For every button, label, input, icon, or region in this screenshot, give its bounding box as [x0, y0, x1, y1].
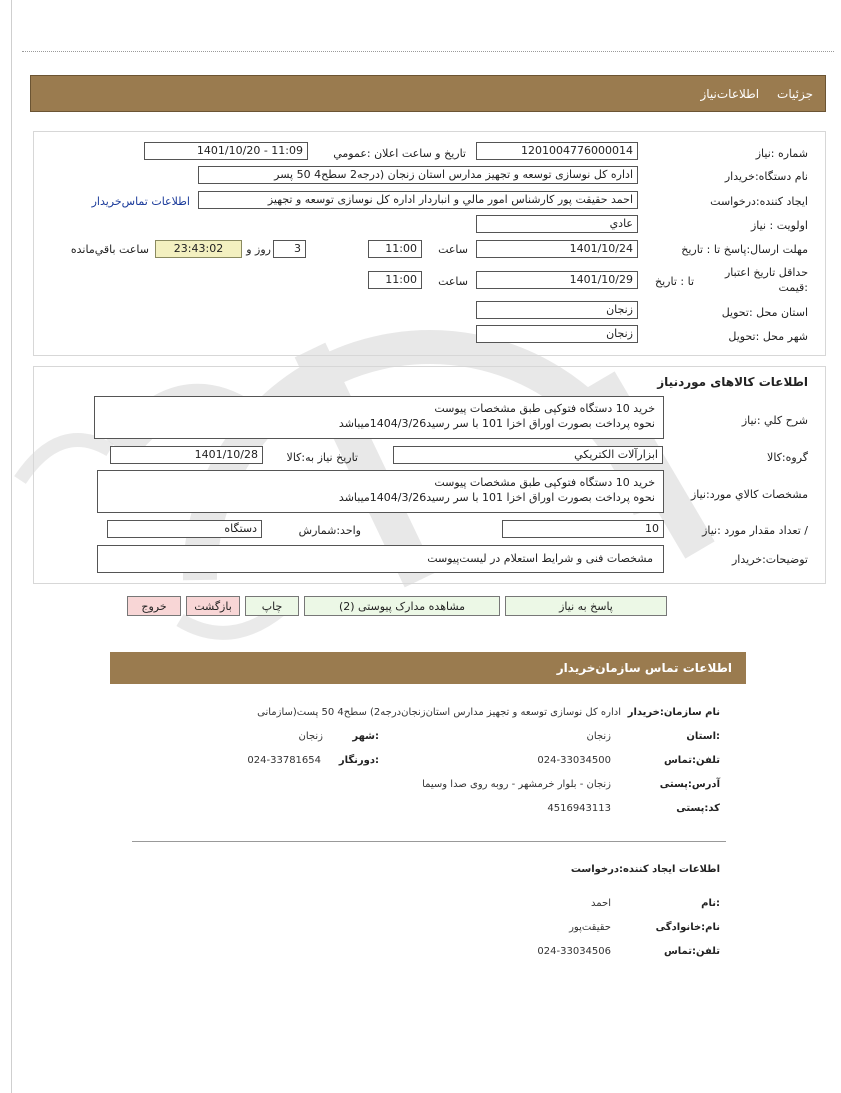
back-button[interactable]: بازگشت — [186, 596, 240, 616]
address-label: آدرس:پستی — [659, 779, 720, 790]
address-value: زنجان - بلوار خرمشهر - روبه روی صدا وسیما — [422, 779, 611, 790]
buyer-field: اداره کل نوسازی توسعه و تجهیز مدارس استان زنجان (درجه2 سطح4 50 پسر — [198, 166, 638, 184]
first-name-label: :نام — [701, 898, 720, 909]
last-name-value: حقیقت‌پور — [569, 922, 611, 933]
unit-label: واحد:شمارش — [298, 524, 361, 537]
need-number-field: 1201004776000014 — [476, 142, 638, 160]
need-date-field: 1401/10/28 — [110, 446, 263, 464]
deadline-date-field: 1401/10/24 — [476, 240, 638, 258]
contact-header — [110, 652, 746, 684]
remaining-time-field: 23:43:02 — [155, 240, 242, 258]
buyer-label: نام دستگاه:خریدار — [724, 170, 808, 183]
desc-line-1: خرید 10 دستگاه فتوکپی طبق مشخصات پیوست — [434, 402, 655, 415]
contact-province-value: زنجان — [586, 731, 611, 742]
contact-city-label: :شهر — [352, 731, 379, 742]
spec-box — [97, 470, 664, 513]
first-name-value: احمد — [591, 898, 611, 909]
validity-to-label: تا : تاریخ — [655, 275, 694, 288]
need-date-label: تاریخ نیاز به:کالا — [286, 451, 358, 464]
creator-label: ایجاد کننده:درخواست — [710, 195, 808, 208]
spec-line-1: خرید 10 دستگاه فتوکپی طبق مشخصات پیوست — [434, 476, 655, 489]
phone-value: 024-33034500 — [537, 755, 611, 766]
days-field: 3 — [273, 240, 306, 258]
print-button[interactable]: چاپ — [245, 596, 299, 616]
group-field: ابزارآلات الکتریکي — [393, 446, 663, 464]
province-label: استان محل :تحویل — [721, 306, 808, 319]
postal-label: کد:پستی — [676, 803, 720, 814]
validity-date-field: 1401/10/29 — [476, 271, 638, 289]
org-value: اداره کل نوسازی توسعه و تجهیز مدارس استان‌زنجان‌درجه2) سطح4 50 پست(سازمانی — [257, 707, 621, 718]
validity-label-2: :قیمت — [778, 281, 808, 294]
notes-label: توضیحات:خریدار — [732, 553, 808, 566]
exit-button[interactable]: خروج — [127, 596, 181, 616]
phone-label: تلفن:تماس — [663, 755, 720, 766]
goods-title: اطلاعات کالاهای موردنیاز — [657, 375, 808, 389]
fax-value: 024-33781654 — [247, 755, 321, 766]
creator-phone-value: 024-33034506 — [537, 946, 611, 957]
group-label: گروه:کالا — [767, 451, 808, 464]
announce-label: تاریخ و ساعت اعلان :عمومي — [333, 147, 466, 160]
org-label: نام سازمان:خریدار — [627, 707, 720, 718]
city-field: زنجان — [476, 325, 638, 343]
announce-field: 1401/10/20 - 11:09 — [144, 142, 308, 160]
spec-line-2: نحوه پرداخت بصورت اوراق اخزا 101 با سر رسید1404/3/26میباشد — [338, 491, 655, 504]
deadline-time-label: ساعت — [438, 243, 468, 256]
section-divider — [132, 841, 726, 842]
creator-field: احمد حقیقت پور کارشناس امور مالي و انباردار اداره کل نوسازی توسعه و تجهیز — [198, 191, 638, 209]
qty-label: / تعداد مقدار مورد :نیاز — [702, 524, 808, 537]
unit-field: دستگاه — [107, 520, 262, 538]
postal-value: 4516943113 — [547, 803, 611, 814]
desc-box — [94, 396, 664, 439]
tab-need-info[interactable]: اطلاعات‌نیاز — [700, 86, 760, 101]
desc-line-2: نحوه پرداخت بصورت اوراق اخزا 101 با سر رسید1404/3/26میباشد — [338, 417, 655, 430]
contact-city-value: زنجان — [298, 731, 323, 742]
creator-title: اطلاعات ایجاد کننده:درخواست — [570, 864, 720, 875]
days-label: روز و — [246, 243, 271, 256]
fax-label: :دورنگار — [338, 755, 379, 766]
tab-details[interactable]: جزئیات — [777, 86, 813, 101]
notes-field: مشخصات فنی و شرایط استعلام در لیست‌پیوست — [97, 545, 664, 573]
need-number-label: شماره :نیاز — [755, 147, 808, 160]
top-divider — [22, 51, 834, 52]
deadline-label: مهلت ارسال:پاسخ تا : تاریخ — [681, 243, 808, 256]
province-field: زنجان — [476, 301, 638, 319]
last-name-label: نام:خانوادگی — [655, 922, 720, 933]
validity-label-1: حداقل تاریخ اعتبار — [724, 266, 808, 279]
desc-label: شرح کلي :نیاز — [741, 414, 808, 427]
details-header — [30, 75, 826, 112]
left-border-line — [11, 0, 12, 1093]
validity-time-label: ساعت — [438, 275, 468, 288]
qty-field: 10 — [502, 520, 664, 538]
reply-button[interactable]: پاسخ به نیاز — [505, 596, 667, 616]
deadline-time-field: 11:00 — [368, 240, 422, 258]
creator-phone-label: تلفن:تماس — [663, 946, 720, 957]
city-label: شهر محل :تحویل — [728, 330, 808, 343]
priority-label: اولویت : نیاز — [750, 219, 808, 232]
contact-province-label: :استان — [686, 731, 720, 742]
priority-field: عادي — [476, 215, 638, 233]
spec-label: مشخصات کالاي مورد:نیاز — [690, 488, 808, 501]
buyer-contact-link[interactable]: اطلاعات تماس‌خریدار — [91, 195, 190, 208]
contact-title: اطلاعات تماس سازمان‌خریدار — [556, 661, 732, 675]
validity-time-field: 11:00 — [368, 271, 422, 289]
attachments-button[interactable]: مشاهده مدارک پیوستی (2) — [304, 596, 500, 616]
remaining-label: ساعت باقي‌مانده — [70, 243, 149, 256]
